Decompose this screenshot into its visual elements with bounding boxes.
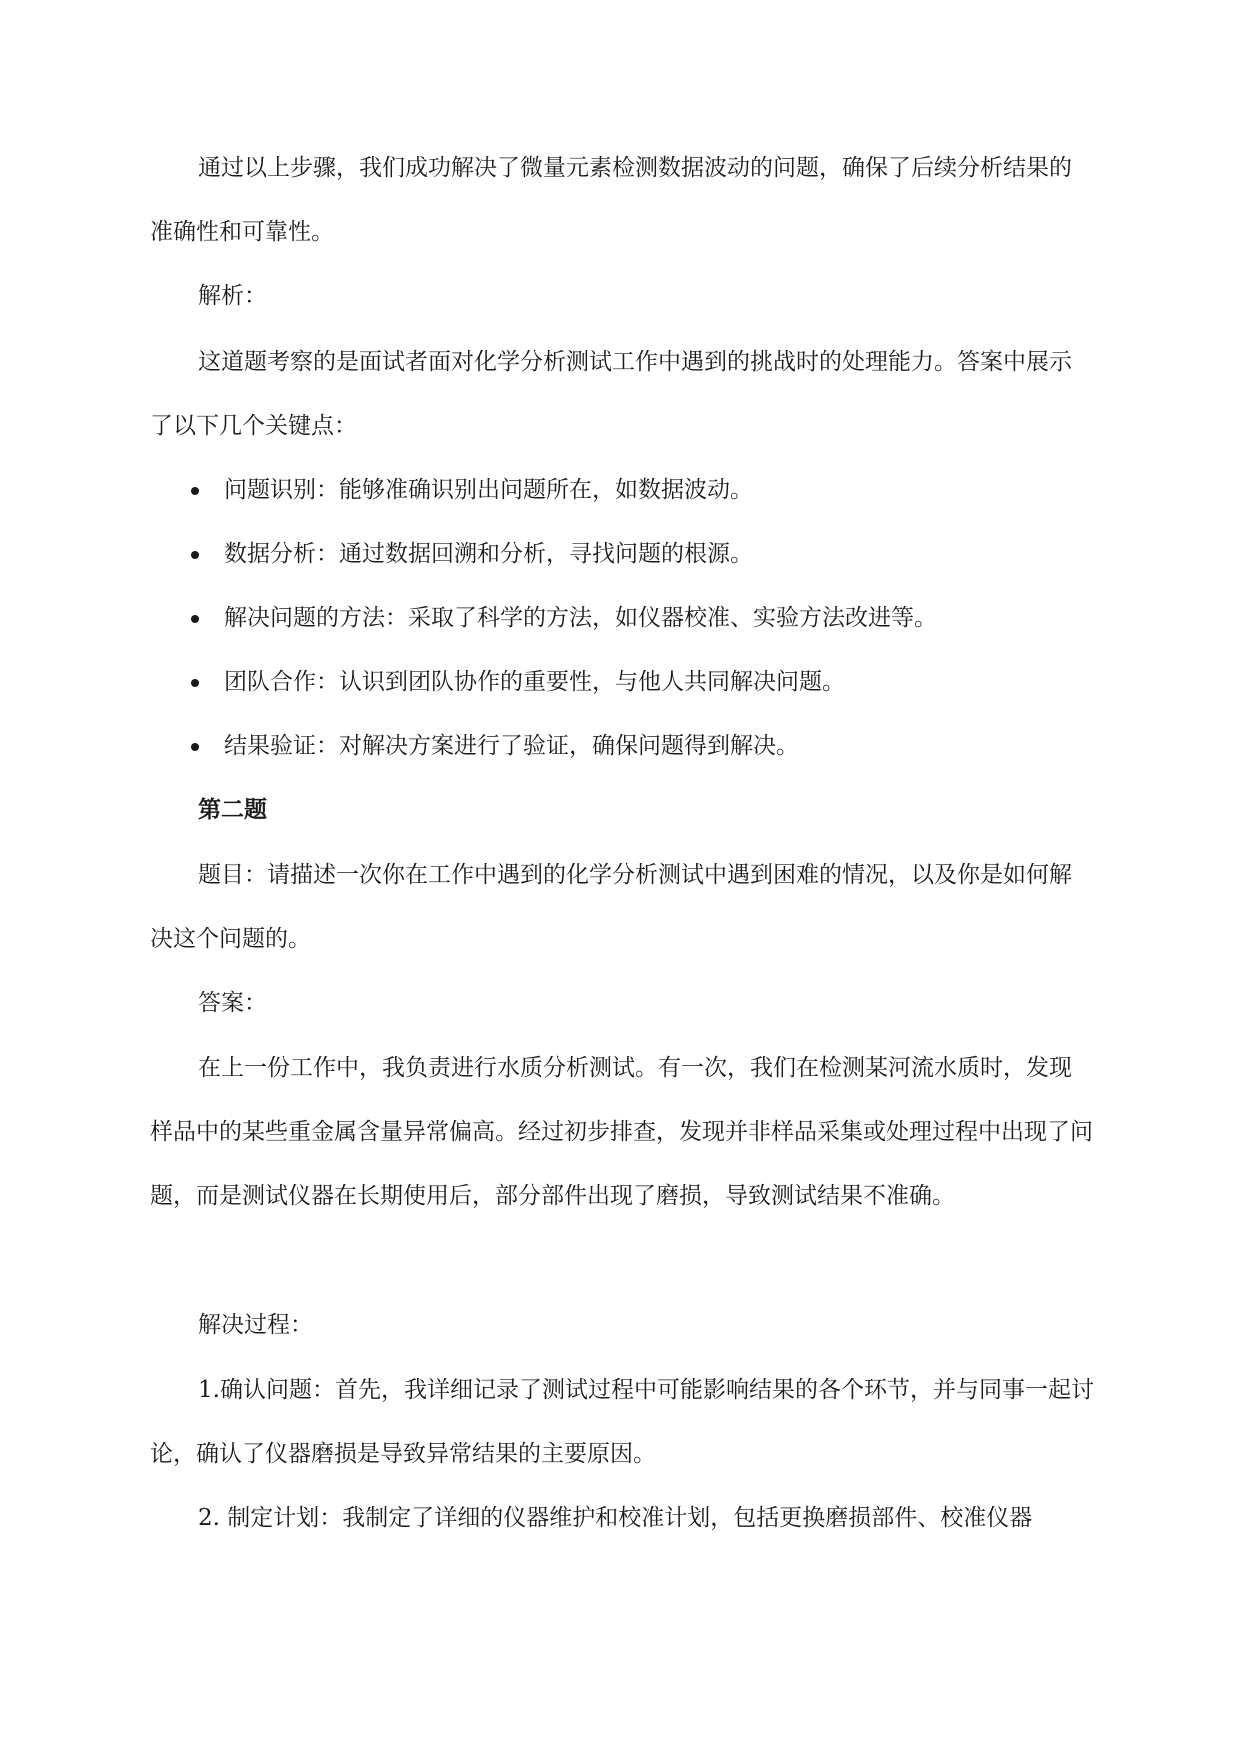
list-item: [150, 650, 1094, 714]
list-item: [150, 714, 1094, 778]
list-item: [150, 586, 1094, 650]
list-item: [150, 522, 1094, 586]
section-heading: 第二题: [198, 796, 267, 823]
conclusion-paragraph: 通过以上步骤，我们成功解决了微量元素检测数据波动的问题，确保了后续分析结果的准确性和可靠性。: [150, 155, 1072, 245]
analysis-paragraph: 这道题考察的是面试者面对化学分析测试工作中遇到的挑战时的处理能力。答案中展示了以下几个关键点：: [150, 349, 1072, 439]
bullet-icon: [191, 487, 199, 495]
list-item-text: 结果验证：对解决方案进行了验证，确保问题得到解决。: [224, 733, 799, 759]
key-points-list: [150, 458, 1094, 778]
list-item-text: 数据分析：通过数据回溯和分析，寻找问题的根源。: [224, 541, 753, 567]
bullet-icon: [191, 743, 199, 751]
step-1-paragraph: 1.确认问题：首先，我详细记录了测试过程中可能影响结果的各个环节，并与同事一起讨论，确认了仪器磨损是导致异常结果的主要原因。: [150, 1377, 1094, 1467]
list-item-text: 解决问题的方法：采取了科学的方法，如仪器校准、实验方法改进等。: [224, 605, 937, 631]
list-item: [150, 458, 1094, 522]
list-item-text: 团队合作：认识到团队协作的重要性，与他人共同解决问题。: [224, 669, 845, 695]
bullet-icon: [191, 679, 199, 687]
answer-paragraph: 在上一份工作中，我负责进行水质分析测试。有一次，我们在检测某河流水质时，发现样品中的某些重金属含量异常偏高。经过初步排查，发现并非样品采集或处理过程中出现了问题，而是测试仪器在长期使用后，部分部件出现了磨损，导致测试结果不准确。: [150, 1055, 1093, 1209]
bullet-icon: [191, 551, 199, 559]
answer-label: 答案：: [198, 990, 267, 1016]
step-2-paragraph: 2. 制定计划：我制定了详细的仪器维护和校准计划，包括更换磨损部件、校准仪器: [198, 1505, 1033, 1531]
list-item-text: 问题识别：能够准确识别出问题所在，如数据波动。: [224, 477, 753, 503]
question-paragraph: 题目：请描述一次你在工作中遇到的化学分析测试中遇到困难的情况，以及你是如何解决这个问题的。: [150, 862, 1072, 952]
bullet-icon: [191, 615, 199, 623]
analysis-label: 解析：: [198, 283, 267, 309]
process-label: 解决过程：: [198, 1312, 313, 1338]
